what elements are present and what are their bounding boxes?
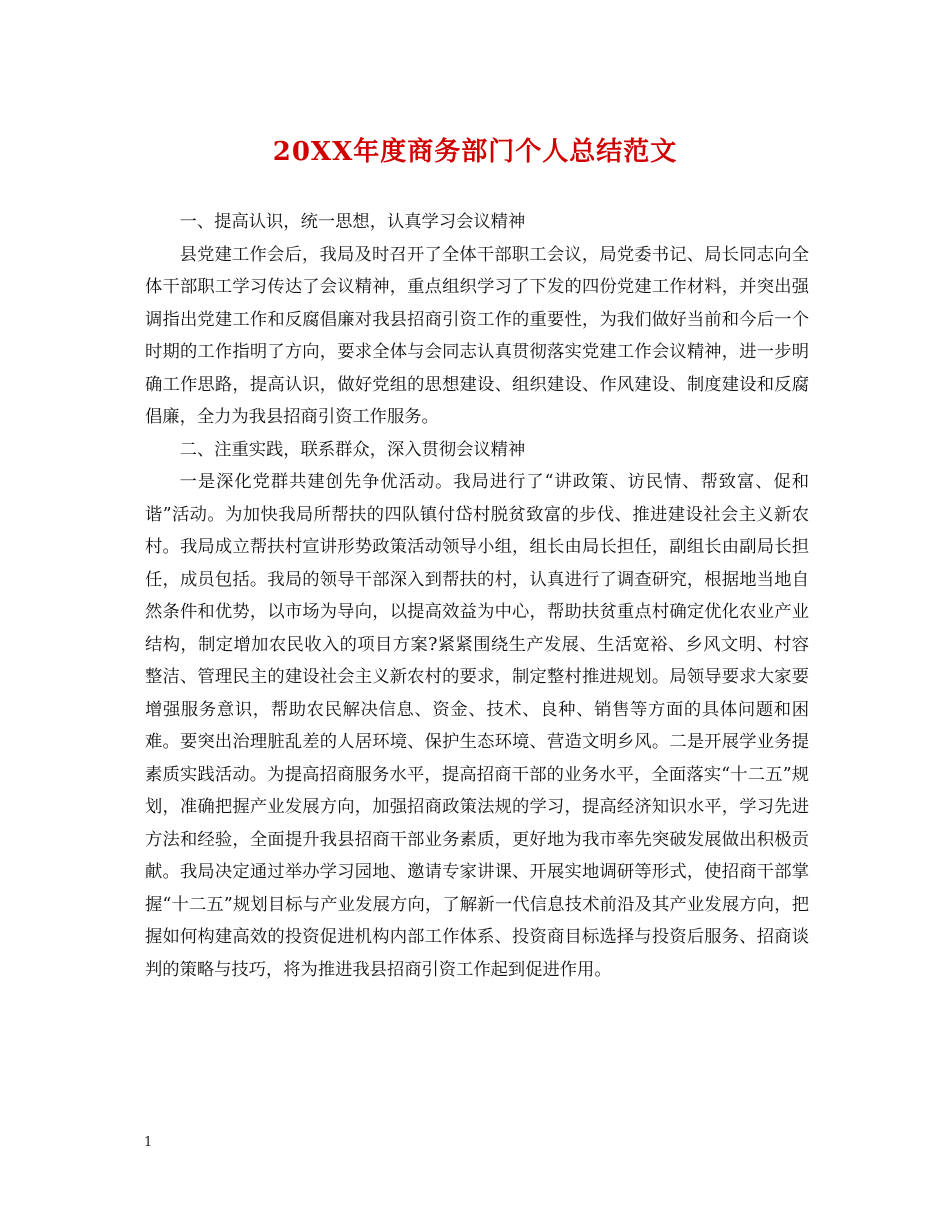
section-heading-1: 一、提高认识，统一思想，认真学习会议精神 [179, 212, 526, 232]
document-body [145, 206, 809, 986]
document-title: 20XX年度商务部门个人总结范文 [272, 137, 678, 167]
page-number: 1 [144, 1135, 153, 1150]
section-heading-2: 二、注重实践，联系群众，深入贯彻会议精神 [179, 439, 526, 460]
body-paragraph-1: 县党建工作会后，我局及时召开了全体干部职工会议，局党委书记、局长同志向全体干部职工学习传达了会议精神，重点组织学习了下发的四份党建工作材料，并突出强调指出党建工作和反腐倡廉对我县招商引资工作的重要性，为我们做好当前和今后一个时期的工作指明了方向，要求全体与会同志认真贯彻落实党建工作会议精神，进一步明确工作思路，提高认识，做好党组的思想建设、组织建设、作风建设、制度建设和反腐倡廉，全力为我县招商引资工作服务。 [145, 244, 809, 427]
body-paragraph-2: 一是深化党群共建创先争优活动。我局进行了“讲政策、访民情、帮致富、促和谐”活动。为加快我局所帮扶的四队镇付岱村脱贫致富的步伐、推进建设社会主义新农村。我局成立帮扶村宣讲形势政策活动领导小组，组长由局长担任，副组长由副局长担任，成员包括。我局的领导干部深入到帮扶的村，认真进行了调查研究，根据地当地自然条件和优势，以市场为导向，以提高效益为中心，帮助扶贫重点村确定优化农业产业结构，制定增加农民收入的项目方案?紧紧围绕生产发展、生活宽裕、乡风文明、村容整洁、管理民主的建设社会主义新农村的要求，制定整村推进规划。局领导要求大家要增强服务意识，帮助农民解决信息、资金、技术、良种、销售等方面的具体问题和困难。要突出治理脏乱差的人居环境、保护生态环境、营造文明乡风。二是开展学业务提素质实践活动。为提高招商服务水平，提高招商干部的业务水平，全面落实“十二五”规划，准确把握产业发展方向，加强招商政策法规的学习，提高经济知识水平，学习先进方法和经验，全面提升我县招商干部业务素质，更好地为我市率先突破发展做出积极贡献。我局决定通过举办学习园地、邀请专家讲课、开展实地调研等形式，使招商干部掌握“十二五”规划目标与产业发展方向，了解新一代信息技术前沿及其产业发展方向，把握如何构建高效的投资促进机构内部工作体系、投资商目标选择与投资后服务、招商谈判的策略与技巧，将为推进我县招商引资工作起到促进作用。 [145, 472, 809, 980]
